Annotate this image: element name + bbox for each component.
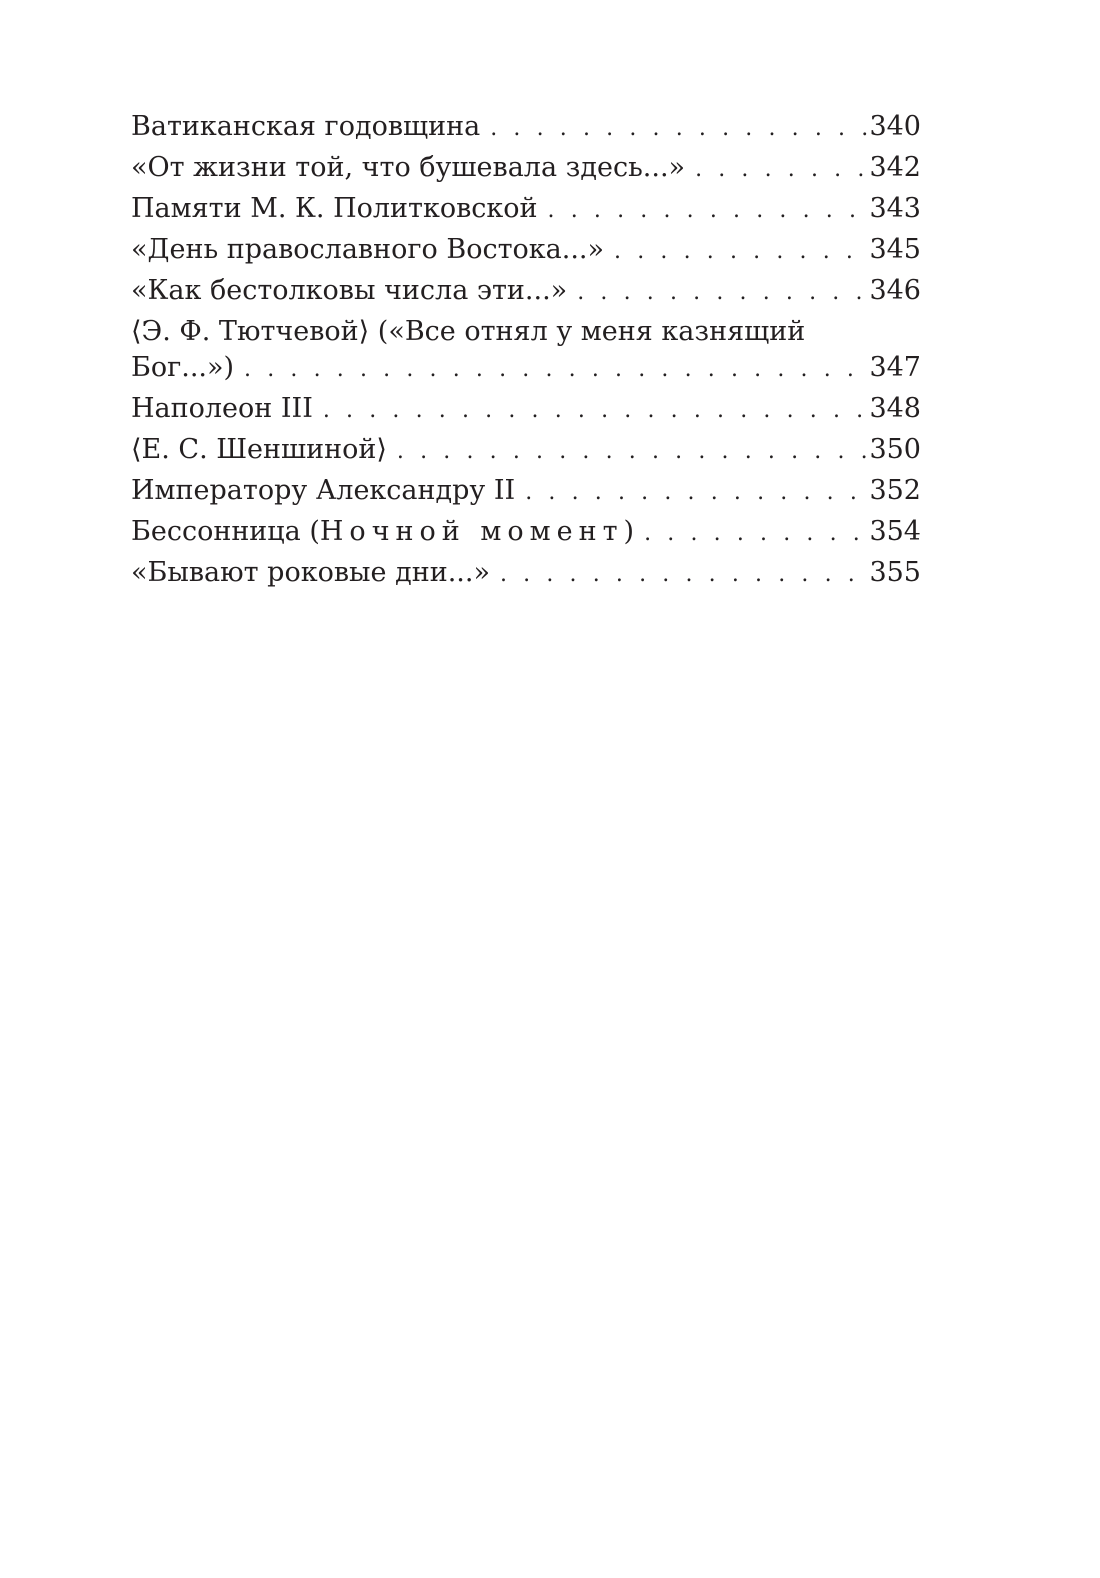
toc-entry-title: «Как бестолковы числа эти...» [131, 275, 568, 306]
toc-entry-title: Памяти М. К. Политковской [131, 193, 538, 224]
toc-entry-title-line2: Бог...») [131, 352, 235, 383]
toc-entry[interactable] [131, 106, 921, 147]
toc-entry[interactable] [131, 270, 921, 311]
dot-leader [244, 349, 867, 388]
toc-entry[interactable] [131, 388, 921, 429]
toc-entry[interactable] [131, 470, 921, 511]
toc-entry[interactable] [131, 552, 921, 593]
toc-entry-page: 354 [869, 516, 921, 547]
dot-leader [614, 231, 867, 270]
toc-entry[interactable] [131, 511, 921, 552]
toc-entry-title: Императору Александру II [131, 475, 516, 506]
dot-leader [548, 190, 868, 229]
toc-entry-page: 348 [869, 393, 921, 424]
dot-leader [577, 272, 867, 311]
dot-leader [323, 390, 868, 429]
toc-entry-title-line1: ⟨Э. Ф. Тютчевой⟩ («Все отнял у меня казнящий [131, 316, 806, 347]
toc-entry-page: 346 [869, 275, 921, 306]
toc-entry[interactable] [131, 229, 921, 270]
dot-leader [397, 431, 868, 470]
toc-entry[interactable] [131, 311, 921, 388]
dot-leader [490, 108, 867, 147]
dot-leader [500, 554, 867, 593]
toc-entry-page: 347 [869, 352, 921, 383]
toc-entry-page: 340 [869, 111, 921, 142]
dot-leader [695, 149, 867, 188]
toc-entry[interactable] [131, 429, 921, 470]
toc-entry-title [131, 511, 634, 552]
toc-entry-page: 343 [869, 193, 921, 224]
toc-entry-page: 350 [869, 434, 921, 465]
toc-entry-title: Ватиканская годовщина [131, 111, 481, 142]
toc-entry-second-line [131, 347, 921, 388]
toc-entry-page: 342 [869, 152, 921, 183]
toc-entry-title: «От жизни той, что бушевала здесь...» [131, 152, 686, 183]
dot-leader [525, 472, 867, 511]
dot-leader [644, 513, 867, 552]
toc-entry-title-spaced: Ночной момент [319, 516, 624, 547]
toc-entry-page: 355 [869, 557, 921, 588]
toc-entry-title: ⟨Е. С. Шеншиной⟩ [131, 434, 387, 465]
toc-entry-title: Наполеон III [131, 393, 313, 424]
toc-entry[interactable] [131, 147, 921, 188]
toc-entry-title: «Бывают роковые дни...» [131, 557, 490, 588]
toc-entry-title: «День православного Востока...» [131, 234, 605, 265]
toc-entry-title-suffix: ) [623, 516, 635, 547]
toc-entry[interactable] [131, 188, 921, 229]
toc-entry-title-prefix: Бессонница ( [131, 516, 320, 547]
toc-entry-page: 352 [869, 475, 921, 506]
table-of-contents [131, 106, 921, 593]
toc-entry-page: 345 [869, 234, 921, 265]
